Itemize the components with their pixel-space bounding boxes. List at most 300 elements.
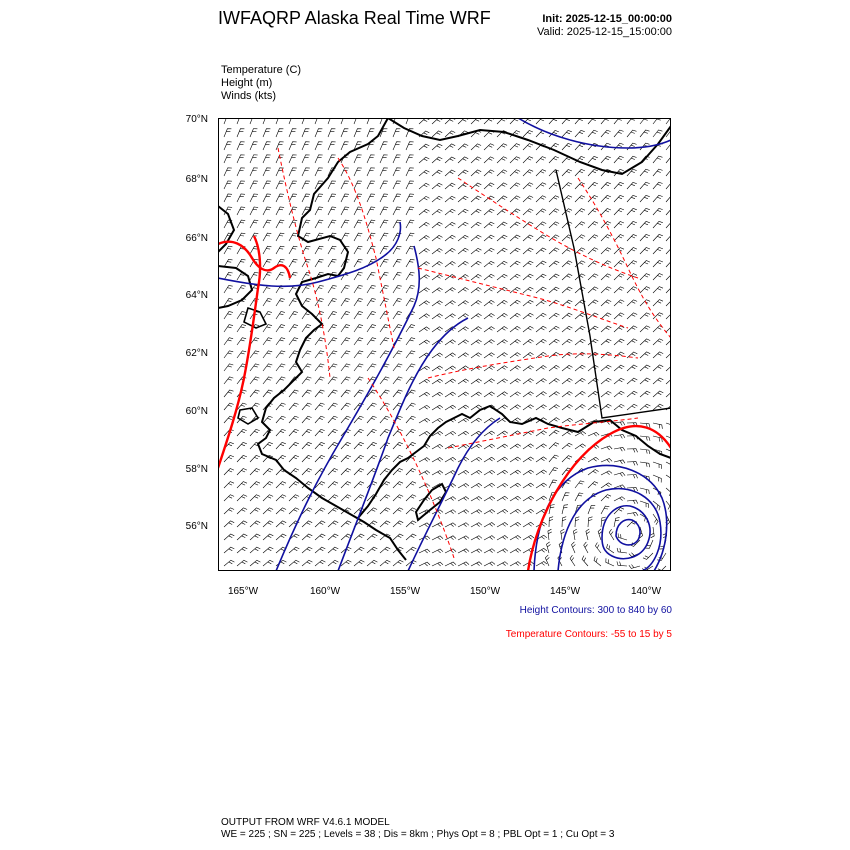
wind-barb	[549, 455, 559, 462]
wind-barb	[510, 549, 521, 554]
wind-barb	[510, 170, 520, 176]
wind-barb	[302, 194, 310, 202]
wind-barb	[562, 339, 572, 345]
wind-barb	[237, 495, 247, 501]
wind-barb	[549, 248, 559, 254]
wind-barb	[562, 130, 572, 137]
wind-barb	[614, 195, 624, 202]
wind-barb	[601, 495, 611, 501]
wind-barb	[523, 379, 534, 384]
wind-barb	[601, 209, 611, 216]
wind-barb	[549, 209, 559, 215]
wind-barb	[406, 325, 415, 332]
wind-barb	[588, 457, 599, 462]
wind-barb	[484, 235, 494, 241]
wind-barb	[640, 352, 650, 358]
wind-barb	[627, 221, 637, 228]
wind-barb	[536, 196, 546, 202]
wind-barb	[471, 222, 481, 228]
wind-barb	[406, 207, 414, 215]
wind-barb	[237, 220, 245, 228]
wind-barb	[523, 235, 533, 241]
wind-barb	[237, 181, 245, 189]
wind-barb	[606, 558, 614, 566]
wind-barb	[289, 325, 298, 332]
wind-barb	[575, 209, 585, 215]
wind-barb	[601, 195, 611, 202]
wind-barb	[549, 468, 558, 475]
wind-barb	[445, 314, 456, 319]
wind-barb	[367, 455, 377, 462]
wind-barb	[614, 143, 624, 150]
wind-barb	[393, 168, 401, 176]
wind-barb	[497, 274, 507, 280]
wind-barb	[445, 157, 455, 163]
wind-barb	[276, 312, 285, 320]
wind-barb	[653, 339, 663, 345]
wind-barb	[627, 365, 637, 371]
wind-barb	[614, 447, 625, 451]
wind-barb	[510, 222, 520, 228]
wind-barb	[640, 326, 650, 332]
wind-barb	[367, 547, 377, 553]
wind-barb	[432, 275, 443, 280]
wind-barb	[263, 168, 271, 176]
wind-barb	[575, 130, 585, 137]
wind-barb	[276, 299, 285, 307]
wind-barb	[575, 352, 585, 358]
wind-barb	[367, 364, 376, 371]
wind-barb	[510, 353, 521, 358]
wind-barb	[523, 405, 534, 410]
wind-barb	[419, 157, 429, 163]
wind-barb	[367, 129, 374, 137]
wind-barb	[367, 233, 375, 241]
wind-barb	[263, 534, 273, 540]
wind-barb	[315, 338, 324, 345]
wind-barb	[471, 562, 482, 566]
wind-barb	[653, 462, 662, 469]
wind-barb	[250, 194, 258, 202]
wind-barb	[523, 457, 534, 462]
wind-barb	[406, 482, 416, 488]
wind-barb	[588, 482, 598, 488]
wind-barb	[588, 235, 598, 241]
wind-barb	[445, 209, 455, 215]
wind-barb	[328, 364, 337, 371]
wind-barb	[627, 339, 637, 345]
wind-barb	[315, 429, 325, 436]
wind-barb	[315, 455, 325, 462]
wind-barb	[250, 207, 258, 215]
wind-barb	[276, 351, 285, 358]
wind-barb	[393, 246, 401, 254]
wind-barb	[562, 392, 573, 398]
wind-barb	[549, 326, 559, 332]
wind-barb	[640, 130, 650, 137]
wind-barb	[237, 547, 247, 553]
wind-barb	[263, 299, 272, 307]
wind-barb	[575, 169, 585, 176]
wind-barb	[276, 429, 286, 436]
wind-barb	[471, 301, 482, 307]
wind-barb	[523, 509, 534, 514]
wind-barb	[458, 196, 468, 202]
wind-barb	[237, 325, 246, 332]
wind-barb	[601, 404, 612, 410]
wind-barb	[549, 157, 559, 164]
wind-barb	[653, 221, 663, 228]
wind-barb	[458, 510, 469, 514]
wind-barb	[393, 508, 403, 514]
wind-barb	[484, 340, 495, 345]
lon-label-155w: 155°W	[389, 586, 421, 597]
wind-barb	[367, 442, 377, 449]
wind-barb	[510, 183, 520, 189]
wind-barb	[224, 403, 234, 410]
wind-barb	[250, 521, 260, 527]
wind-barb	[445, 144, 455, 150]
wind-barb	[471, 261, 482, 267]
wind-barb	[562, 365, 573, 371]
wind-barb	[380, 547, 390, 553]
wind-barb	[393, 560, 403, 566]
wind-barb	[601, 326, 611, 332]
wind-barb	[497, 392, 508, 397]
wind-barb	[471, 392, 482, 397]
wind-barb	[289, 246, 297, 254]
wind-barb	[276, 377, 285, 384]
wind-barb	[536, 496, 547, 501]
wind-barb	[497, 405, 508, 410]
wind-barb	[471, 248, 481, 254]
wind-barb	[510, 392, 521, 397]
wind-barb	[497, 313, 508, 319]
wind-barb	[601, 391, 611, 397]
wind-barb	[354, 429, 364, 436]
wind-barb	[354, 259, 363, 267]
wind-barb	[627, 248, 637, 255]
wind-barb	[523, 313, 534, 319]
wind-barb	[523, 339, 534, 345]
wind-barb	[276, 495, 286, 501]
wind-barb	[328, 482, 338, 488]
wind-barb	[549, 430, 559, 436]
wind-barb	[601, 313, 611, 319]
wind-barb	[497, 287, 508, 293]
wind-barb	[263, 377, 272, 384]
wind-barb	[601, 506, 609, 514]
wind-barb	[302, 521, 312, 527]
wind-barb	[445, 340, 456, 345]
wind-barb	[523, 470, 534, 475]
wind-barb	[614, 261, 624, 267]
wind-barb	[302, 455, 312, 462]
wind-barb	[315, 142, 323, 150]
wind-barb	[601, 339, 611, 345]
wind-barb	[588, 391, 599, 397]
wind-barb	[575, 235, 585, 241]
wind-barb	[341, 482, 351, 488]
wind-barb	[354, 220, 362, 228]
wind-barb	[471, 170, 481, 176]
wind-barb	[484, 536, 495, 540]
wind-barb	[289, 312, 298, 320]
wind-barb	[328, 547, 338, 553]
wind-barb	[263, 442, 273, 449]
wind-barb	[250, 390, 260, 397]
wind-barb	[432, 418, 443, 423]
wind-barb	[572, 542, 576, 553]
wind-barb	[380, 338, 389, 345]
wind-barb	[263, 351, 272, 358]
wind-barb	[406, 495, 416, 501]
wind-barb	[263, 259, 272, 267]
wind-barb	[536, 392, 547, 397]
wind-barb	[640, 182, 650, 189]
wind-barb	[315, 377, 324, 384]
wind-barb	[458, 562, 469, 566]
wind-barb	[562, 443, 572, 449]
wind-barb	[315, 285, 324, 293]
wind-barb	[354, 351, 363, 358]
wind-barb	[484, 523, 495, 528]
wind-barb	[302, 155, 310, 163]
wind-barb	[432, 536, 443, 540]
wind-barb	[627, 404, 637, 410]
wind-barb	[263, 142, 271, 150]
wind-barb	[584, 542, 588, 553]
wind-barb	[510, 366, 521, 371]
wind-barb	[276, 560, 286, 566]
wind-barb	[237, 155, 245, 163]
wind-barb	[627, 326, 637, 332]
wind-barb	[419, 484, 430, 488]
field-legend	[221, 64, 301, 103]
wind-barb	[263, 338, 272, 345]
wind-barb	[536, 287, 546, 293]
wind-barb	[432, 144, 442, 150]
wind-barb	[380, 142, 388, 150]
map-frame	[219, 119, 671, 571]
wind-barb	[276, 325, 285, 332]
wind-barb	[575, 405, 586, 411]
wind-barb	[341, 220, 349, 228]
wind-barb	[458, 497, 469, 501]
wind-barb	[523, 209, 533, 215]
wind-barb	[588, 313, 598, 319]
wind-barb	[627, 235, 637, 242]
wind-barb	[237, 259, 246, 267]
wind-barb	[536, 326, 547, 332]
wind-barb	[510, 235, 520, 241]
wind-barb	[237, 508, 247, 514]
wind-barb	[263, 560, 273, 566]
wind-barb	[575, 365, 585, 371]
wind-barb	[406, 534, 416, 540]
wind-barb	[562, 378, 573, 384]
temperature-contours	[218, 148, 671, 571]
wind-barb	[523, 522, 534, 527]
wind-barb	[419, 327, 430, 332]
wind-barb	[484, 470, 495, 475]
wind-barb	[289, 442, 299, 449]
wind-barb	[484, 248, 494, 254]
wind-barb	[354, 364, 363, 371]
wind-barb	[523, 353, 534, 359]
wind-barb	[393, 377, 402, 384]
wind-barb	[289, 390, 299, 397]
wind-barb	[263, 495, 273, 501]
wind-barb	[237, 233, 245, 241]
wind-barb	[601, 471, 612, 475]
wind-barb	[523, 183, 533, 189]
wind-barb	[497, 261, 507, 267]
wind-barb	[276, 233, 284, 241]
wind-barb	[445, 222, 455, 228]
wind-barb	[380, 168, 388, 176]
wind-barb	[640, 501, 649, 508]
wind-barb	[575, 493, 583, 501]
wind-barb	[627, 475, 638, 479]
wind-barb	[484, 353, 495, 358]
wind-barb	[276, 338, 285, 345]
wind-barb	[315, 534, 325, 540]
wind-barb	[341, 469, 351, 476]
wind-barb	[627, 512, 638, 516]
wind-barb	[445, 431, 456, 436]
wind-barb	[315, 194, 323, 202]
wind-barb	[575, 481, 584, 488]
wind-barb	[570, 555, 575, 566]
wind-barb	[328, 312, 337, 320]
wind-barb	[263, 181, 271, 189]
wind-barb	[614, 326, 624, 332]
wind-barb	[341, 390, 351, 397]
wind-barb	[406, 285, 415, 293]
wind-barb	[432, 314, 443, 319]
wind-barb	[471, 196, 481, 202]
wind-barb	[237, 142, 245, 150]
wind-barb	[406, 233, 414, 241]
wind-barb	[640, 339, 650, 345]
wind-barb	[341, 495, 351, 501]
wind-barb	[224, 482, 234, 488]
wind-barb	[406, 416, 416, 423]
wind-barb	[367, 416, 377, 423]
wind-barb	[653, 287, 663, 293]
wind-barb	[484, 549, 495, 553]
wind-barb	[497, 196, 507, 202]
wind-barb	[354, 547, 364, 553]
wind-barb	[640, 261, 650, 268]
wind-barb	[380, 220, 388, 228]
wind-barb	[458, 248, 469, 254]
wind-barb	[640, 287, 650, 293]
wind-barb	[614, 473, 625, 477]
wind-barb	[380, 416, 390, 423]
wind-barb	[315, 246, 323, 254]
wind-barb	[484, 300, 495, 306]
wind-barb	[497, 379, 508, 384]
wind-barb	[406, 181, 414, 189]
wind-barb	[458, 261, 469, 267]
wind-barb	[536, 183, 546, 189]
wind-barb	[393, 364, 402, 371]
wind-barb	[445, 497, 456, 501]
wind-barb	[458, 235, 468, 241]
wind-barb	[224, 521, 234, 527]
wind-barb	[393, 129, 400, 137]
wind-barb	[510, 562, 521, 566]
wind-barb	[458, 275, 469, 281]
wind-barb	[263, 469, 273, 476]
wind-barb	[315, 416, 325, 423]
wind-barb	[302, 416, 312, 423]
wind-barb	[523, 170, 533, 176]
wind-barb	[276, 534, 286, 540]
wind-barb	[302, 181, 310, 189]
wind-barb	[302, 403, 312, 410]
wind-barb	[484, 144, 494, 150]
wind-barb	[341, 377, 350, 384]
wind-barb	[406, 469, 416, 476]
wind-barb	[607, 544, 614, 553]
wind-barb	[536, 170, 546, 176]
wind-barb	[263, 194, 271, 202]
wind-barb	[432, 301, 443, 306]
wind-barb	[250, 547, 260, 553]
wind-barb	[354, 272, 363, 280]
wind-barb	[406, 142, 414, 150]
wind-barb	[614, 365, 624, 371]
wind-barb	[536, 300, 546, 306]
wind-barb	[354, 181, 362, 189]
wind-barb	[549, 365, 560, 371]
wind-barb	[614, 182, 624, 189]
wind-barb	[237, 534, 247, 540]
wind-barb	[484, 392, 495, 397]
lat-label-58n: 58°N	[185, 464, 208, 475]
wind-barb	[445, 392, 456, 397]
wind-barb	[523, 131, 533, 138]
wind-barb	[575, 143, 585, 150]
wind-barb	[263, 390, 273, 397]
wind-barb	[302, 390, 312, 397]
wind-barb	[276, 194, 284, 202]
wind-barb	[497, 353, 508, 358]
wind-barb	[341, 142, 349, 150]
wind-barb	[263, 272, 272, 280]
wind-barb	[510, 144, 520, 150]
wind-barb	[393, 272, 402, 280]
wind-barb	[640, 169, 650, 176]
wind-barb	[445, 405, 456, 410]
wind-barb	[523, 157, 533, 163]
wind-barb	[328, 508, 338, 514]
wind-barb	[419, 340, 430, 345]
wind-barb	[250, 129, 257, 137]
wind-barb	[237, 285, 246, 293]
lat-label-68n: 68°N	[185, 174, 208, 185]
wind-barb	[562, 300, 572, 306]
wind-barb	[497, 562, 508, 566]
wind-barb	[380, 390, 390, 397]
wind-barb	[380, 272, 389, 280]
wind-barb	[445, 248, 456, 254]
wind-barb	[523, 496, 534, 501]
wind-barb	[497, 549, 508, 553]
